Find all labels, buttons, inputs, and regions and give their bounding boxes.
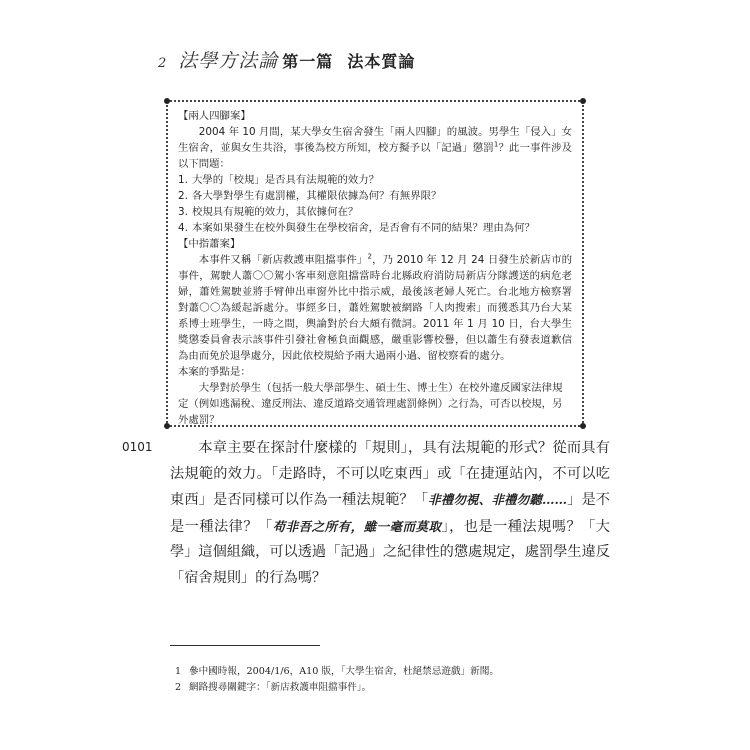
quote-1: 非禮勿視、非禮勿聽…… <box>428 492 567 507</box>
case-heading-2: 【中指蕭案】 <box>178 238 241 250</box>
chapter-title: 法本質論 <box>347 52 416 71</box>
case-paragraph-1: 2004 年 10 月間，某大學女生宿舍發生「兩人四腳」的風波。男學生「侵入」女生宿舍，並與女生共浴，事後為校方所知，校方擬予以「記過」懲罰$^1$？此一事件涉及以下問題： <box>178 126 573 170</box>
list-item: 2. 各大學對學生有處罰權，其權限依據為何？有無界限？ <box>178 190 442 202</box>
footnotes <box>175 664 605 696</box>
footnote-ref: 2 <box>367 252 372 261</box>
part-title: 第一篇 <box>282 52 334 71</box>
list-item: 3. 校規具有規範的效力，其依據何在？ <box>178 206 359 218</box>
case-box <box>166 100 584 427</box>
case-issue-text: 大學對於學生（包括一般大學部學生、碩士生、博士生）在校外違反國家法律規定（例如逃漏稅、違反刑法、違反道路交通管理處罰條例）之行為，可否以校規，另外處罰？ <box>178 382 563 426</box>
book-logo: 法學方法論 <box>178 50 279 72</box>
page-number: 2 <box>158 56 167 71</box>
case-issue-label: 本案的爭點是： <box>178 366 251 378</box>
list-item: 1. 大學的「校規」是否具有法規範的效力？ <box>178 174 380 186</box>
quote-2: 苟非吾之所有，雖一毫而莫取 <box>272 518 442 534</box>
footnote: 2 網路搜尋關鍵字：「新店救護車阻擋事件」。 <box>175 682 372 693</box>
footnote-ref: 1 <box>493 140 499 149</box>
main-paragraph: 本章主要在探討什麼樣的「規則」，具有法規範的形式？從而具有法規範的效力。「走路時，不可以吃東西」或「在捷運站內，不可以吃東西」是否同樣可以作為一種法規範？「非禮勿視、非禮勿聽……」是不是一種法律？「苟非吾之所有，雖一毫而莫取」，也是一種法規嗎？「大學」這個組織，可以透過「記過」之紀律性的懲處規定，處罰學生違反「宿舍規則」的行為嗎？ <box>170 440 610 586</box>
case-paragraph-2: 本事件又稱「新店救護車阻擋事件」$^2$，乃 2010 年 12 月 24 日發生於新店市的事件，駕駛人蕭〇〇駕小客車刻意阻擋當時台北縣政府消防局新店分隊護送的病危老婦，蕭姓駕駛並將手臂伸出車窗外比中指示威，最後該老婦人死亡。台北地方檢察署對蕭〇〇為緩起訴處分。事經多日，蕭姓駕駛被網路「人肉搜索」而獲悉其乃台大某系博士班學生，一時之間，輿論對於台大頗有微詞。2011 年 1 月 10 日，台大學生獎懲委員會表示該事件引發社會極負面觀感，嚴重影響校譽，但以蕭生有發表道歉信為由而免於退學處分，因此依校規給予兩大過兩小過、留校察看的處分。 <box>178 252 573 362</box>
corner-dot <box>164 423 170 429</box>
case-heading-1: 【兩人四腳案】 <box>178 110 251 122</box>
footnote-divider <box>170 645 320 646</box>
paragraph-number: 0101 <box>122 440 153 454</box>
question-list <box>178 172 572 236</box>
corner-dot <box>580 423 586 429</box>
footnote: 1 參中國時報，2004/1/6，A10 版，「大學生宿舍，杜絕禁忌遊戲」新聞。 <box>175 666 499 677</box>
corner-dot <box>580 98 586 104</box>
page-header <box>158 46 415 73</box>
corner-dot <box>164 98 170 104</box>
list-item: 4. 本案如果發生在校外與發生在學校宿舍，是否會有不同的結果？理由為何？ <box>178 222 535 234</box>
